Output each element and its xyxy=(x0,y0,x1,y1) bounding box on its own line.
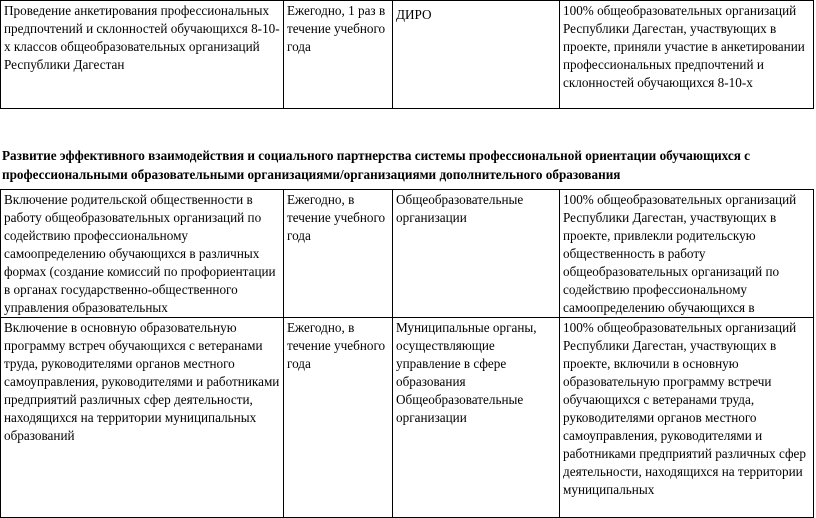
period-cell: Ежегодно, в течение учебного года xyxy=(284,190,393,318)
period-cell: Ежегодно, в течение учебного года xyxy=(284,318,393,518)
table-row xyxy=(1,318,814,518)
executor-cell: Муниципальные органы, осуществляющие управление в сфере образования Общеобразовательные организации xyxy=(393,318,560,518)
plan-table-bottom xyxy=(0,189,814,518)
result-cell: 100% общеобразовательных организаций Республики Дагестан, участвующих в проекте, включили в основную образовательную программу встречи обучающихся с ветеранами труда, руководителями органов местного самоуправления, руководителями и работниками предприятий различных сфер деятельности, находящихся на территории муниципальных xyxy=(560,318,814,518)
period-cell: Ежегодно, 1 раз в течение учебного года xyxy=(284,1,393,109)
result-cell: 100% общеобразовательных организаций Республики Дагестан, участвующих в проекте, привлекли родительскую общественность в работу общеобразовательных организаций по содействию профессиональному самоопределению обучающихся в xyxy=(560,190,814,318)
activity-cell: Проведение анкетирования профессиональных предпочтений и склонностей обучающихся 8-10-х классов общеобразовательных организаций Республики Дагестан xyxy=(1,1,284,109)
result-cell: 100% общеобразовательных организаций Республики Дагестан, участвующих в проекте, приняли участие в анкетировании профессиональных предпочтений и склонностей обучающихся 8-10-х xyxy=(560,1,814,109)
activity-cell: Включение в основную образовательную программу встреч обучающихся с ветеранами труда, руководителями органов местного самоуправления, руководителями и работниками предприятий различных сфер деятельности, находящихся на территории муниципальных образований xyxy=(1,318,284,518)
activity-cell: Включение родительской общественности в работу общеобразовательных организаций по содействию профессиональному самоопределению обучающихся в различных формах (создание комиссий по профориентации в органах государственно-общественного управления образовательных xyxy=(1,190,284,318)
executor-text: ДИРО xyxy=(396,7,432,22)
executor-cell: Общеобразовательные организации xyxy=(393,190,560,318)
plan-table-top xyxy=(0,0,814,109)
table-row xyxy=(1,190,814,318)
table-row xyxy=(1,1,814,109)
section-heading: Развитие эффективного взаимодействия и социального партнерства системы профессиональной ориентации обучающихся с профессиональными образовательными организациями/организациями дополнительного образования xyxy=(2,148,751,182)
executor-cell xyxy=(393,1,560,109)
